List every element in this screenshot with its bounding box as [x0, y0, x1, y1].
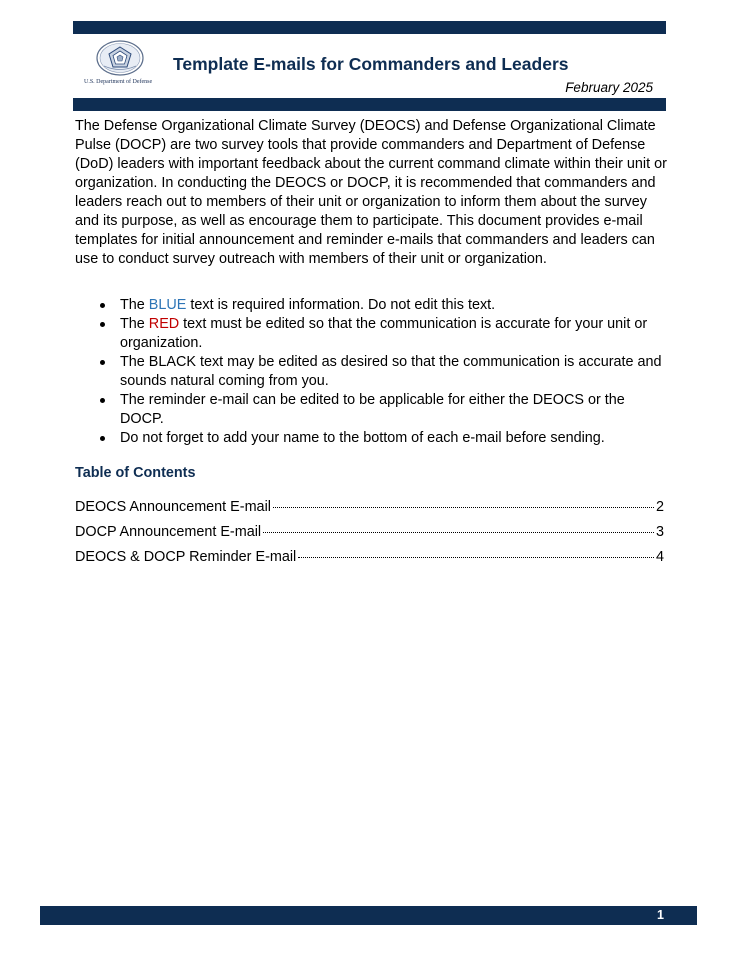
toc-entry-label: DEOCS & DOCP Reminder E-mail: [75, 549, 297, 565]
toc-entry-page: 4: [655, 549, 664, 565]
intro-paragraph: The Defense Organizational Climate Survey (DEOCS) and Defense Organizational Climate Pulse (DOCP) are two survey tools that provide commanders and Department of Defense (DoD) leaders with important feedback about the current command climate within their unit or organization. In conducting the DEOCS or DOCP, it is recommended that commanders and leaders reach out to members of their unit or organization to inform them about the survey and its purpose, as well as encourage them to participate. This document provides e-mail templates for initial announcement and reminder e-mails that commanders and leaders can use to conduct survey outreach with members of their unit or organization.: [75, 118, 667, 267]
footer-bar: [40, 906, 697, 925]
bullet-text: Do not forget to add your name to the bottom of each e-mail before sending.: [120, 430, 605, 446]
toc-entry-page: 2: [655, 499, 664, 515]
toc-entry-label: DEOCS Announcement E-mail: [75, 499, 271, 515]
toc-entry-reminder[interactable]: [75, 549, 664, 574]
toc-heading: Table of Contents: [75, 465, 196, 481]
list-item: [75, 429, 667, 448]
bullet-text: The BLACK text may be edited as desired so that the communication is accurate and sounds natural coming from you.: [120, 354, 662, 389]
list-item: [75, 296, 667, 315]
bullet-text: The reminder e-mail can be edited to be applicable for either the DEOCS or the DOCP.: [120, 392, 625, 427]
bullet-text: text must be edited so that the communication is accurate for your unit or organization.: [120, 316, 648, 351]
red-keyword: RED: [148, 316, 180, 332]
instruction-list: [75, 296, 667, 448]
bullet-text: The: [120, 316, 149, 332]
toc-entry-label: DOCP Announcement E-mail: [75, 524, 262, 540]
list-item: [75, 315, 667, 353]
toc-entry-page: 3: [655, 524, 664, 540]
toc-entry-deocs-announcement[interactable]: [75, 499, 664, 524]
document-title: Template E-mails for Commanders and Leaders: [173, 54, 569, 74]
list-item: [75, 353, 667, 391]
document-date: February 2025: [565, 80, 653, 95]
bullet-text: The: [120, 297, 149, 313]
page-number: 1: [657, 908, 664, 922]
seal-caption: U.S. Department of Defense: [84, 79, 153, 85]
list-item: [75, 391, 667, 429]
bullet-text: text is required information. Do not edit this text.: [186, 297, 496, 313]
header-bottom-bar: [73, 98, 666, 111]
toc-entry-docp-announcement[interactable]: [75, 524, 664, 549]
table-of-contents: [75, 499, 664, 574]
blue-keyword: BLUE: [148, 297, 187, 313]
toc-dot-leader: [298, 557, 654, 558]
toc-dot-leader: [273, 507, 654, 508]
toc-dot-leader: [263, 532, 654, 533]
pentagon-seal-icon: [96, 40, 144, 76]
header-top-bar: [73, 21, 666, 34]
